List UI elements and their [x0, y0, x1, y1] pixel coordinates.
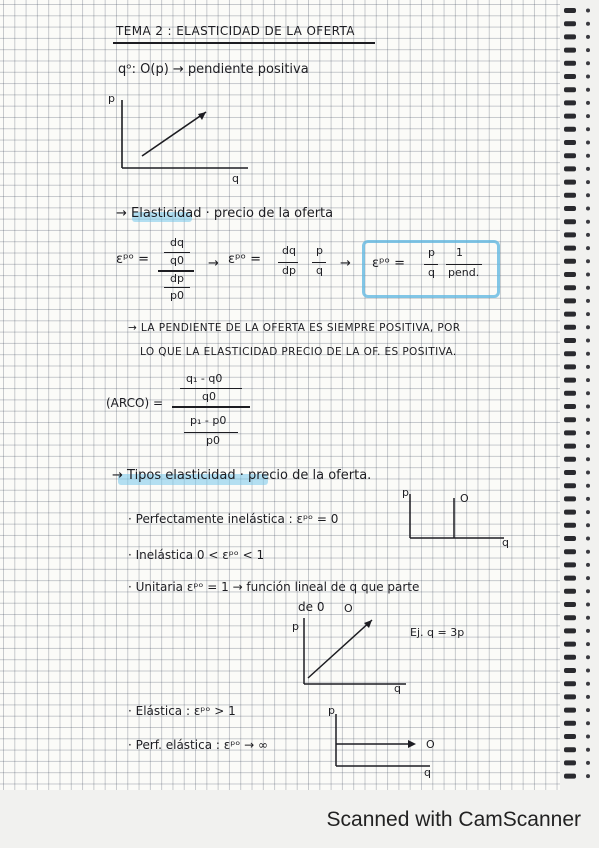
note-line-1: → LA PENDIENTE DE LA OFERTA ES SIEMPRE POSITIVA, POR: [128, 322, 461, 334]
binding-hole: [586, 405, 590, 409]
supply-formula: qᵒ: O(p) → pendiente positiva: [118, 62, 309, 77]
unitary-graph: [290, 612, 410, 702]
binding-hole: [586, 141, 590, 145]
spiral-ring: [564, 127, 576, 132]
binding-hole: [586, 273, 590, 277]
binding-hole: [586, 603, 590, 607]
unitary-curve-o: O: [344, 602, 353, 615]
binding-hole: [586, 9, 590, 13]
spiral-ring: [564, 312, 576, 317]
binding-hole: [586, 748, 590, 752]
arc-den-bar: [184, 432, 238, 433]
frac-small-bar-2: [164, 287, 190, 288]
title-underline: [113, 42, 375, 44]
binding-hole: [586, 721, 590, 725]
binding-hole: [586, 682, 590, 686]
binding-hole: [586, 735, 590, 739]
arc-label: (ARCO) =: [106, 396, 164, 410]
binding-hole: [586, 576, 590, 580]
spiral-ring: [564, 721, 576, 726]
spiral-ring: [564, 325, 576, 330]
binding-hole: [586, 589, 590, 593]
arrow-2: →: [340, 256, 351, 271]
inelastic-curve-o: O: [460, 492, 469, 505]
frac2-bar-2: [312, 262, 326, 263]
binding-hole: [586, 101, 590, 105]
binding-hole: [586, 114, 590, 118]
binding-hole: [586, 444, 590, 448]
binding-hole: [586, 550, 590, 554]
inelastic-axis-p: p: [402, 486, 409, 499]
boxed-q: q: [428, 266, 435, 279]
spiral-ring: [564, 444, 576, 449]
binding-hole: [586, 312, 590, 316]
binding-hole: [586, 629, 590, 633]
spiral-ring: [564, 246, 576, 251]
binding-hole: [586, 88, 590, 92]
spiral-ring: [564, 8, 576, 13]
frac-dp: dp: [170, 272, 184, 285]
spiral-ring: [564, 589, 576, 594]
arc-num-top: q₁ - q0: [186, 372, 223, 385]
unitary-example: Ej. q = 3p: [410, 626, 465, 639]
binding-hole: [586, 299, 590, 303]
binding-hole: [586, 339, 590, 343]
binding-hole: [586, 22, 590, 26]
supply-graph: [100, 90, 250, 190]
spiral-ring: [564, 747, 576, 752]
frac-p0: p0: [170, 289, 184, 302]
boxed-one: 1: [456, 246, 463, 259]
spiral-ring: [564, 351, 576, 356]
binding-hole: [586, 563, 590, 567]
binding-hole: [586, 325, 590, 329]
supply-axis-p: p: [108, 92, 115, 105]
spiral-binding: [562, 0, 599, 790]
frac2-q: q: [316, 264, 323, 277]
spiral-ring: [564, 34, 576, 39]
spiral-ring: [564, 470, 576, 475]
spiral-ring: [564, 417, 576, 422]
binding-hole: [586, 774, 590, 778]
binding-hole: [586, 695, 590, 699]
types-heading: → Tipos elasticidad · precio de la oferta.: [112, 468, 372, 483]
arrow-1: →: [208, 256, 219, 271]
type-inelastic: · Inelástica 0 < εᵖᵒ < 1: [128, 548, 265, 562]
note-line-2: LO QUE LA ELASTICIDAD PRECIO DE LA OF. ES POSITIVA.: [140, 346, 457, 358]
binding-hole: [586, 457, 590, 461]
binding-hole: [586, 642, 590, 646]
spiral-ring: [564, 378, 576, 383]
binding-hole: [586, 167, 590, 171]
spiral-ring: [564, 206, 576, 211]
page-title: TEMA 2 : ELASTICIDAD DE LA OFERTA: [116, 24, 355, 38]
spiral-ring: [564, 74, 576, 79]
binding-hole: [586, 708, 590, 712]
spiral-ring: [564, 219, 576, 224]
type-unitary-cont: de 0: [298, 600, 325, 614]
binding-hole: [586, 365, 590, 369]
binding-hole: [586, 127, 590, 131]
spiral-ring: [564, 510, 576, 515]
spiral-ring: [564, 166, 576, 171]
spiral-ring: [564, 285, 576, 290]
binding-hole: [586, 207, 590, 211]
boxed-bar-2: [446, 264, 482, 265]
spiral-ring: [564, 668, 576, 673]
type-elastic: · Elástica : εᵖᵒ > 1: [128, 704, 236, 718]
spiral-ring: [564, 153, 576, 158]
spiral-ring: [564, 87, 576, 92]
spiral-ring: [564, 602, 576, 607]
binding-hole: [586, 35, 590, 39]
spiral-ring: [564, 338, 576, 343]
binding-hole: [586, 510, 590, 514]
elasticity-heading: → Elasticidad · precio de la oferta: [116, 206, 334, 221]
boxed-pend: pend.: [448, 266, 480, 279]
spiral-ring: [564, 391, 576, 396]
elastic-graph: [326, 710, 436, 774]
unitary-axis-q: q: [394, 682, 401, 695]
spiral-ring: [564, 114, 576, 119]
spiral-ring: [564, 496, 576, 501]
frac-dq: dq: [170, 236, 184, 249]
binding-hole: [586, 220, 590, 224]
binding-hole: [586, 761, 590, 765]
boxed-p: p: [428, 246, 435, 259]
binding-hole: [586, 418, 590, 422]
spiral-ring: [564, 404, 576, 409]
spiral-ring: [564, 576, 576, 581]
binding-hole: [586, 193, 590, 197]
spiral-ring: [564, 61, 576, 66]
binding-hole: [586, 523, 590, 527]
spiral-ring: [564, 774, 576, 779]
spiral-ring: [564, 298, 576, 303]
arc-den-top: p₁ - p0: [190, 414, 227, 427]
frac2-dp: dp: [282, 264, 296, 277]
spiral-ring: [564, 615, 576, 620]
arc-den-bottom: p0: [206, 434, 220, 447]
spiral-ring: [564, 430, 576, 435]
binding-hole: [586, 391, 590, 395]
binding-hole: [586, 48, 590, 52]
binding-hole: [586, 180, 590, 184]
binding-hole: [586, 431, 590, 435]
binding-hole: [586, 286, 590, 290]
spiral-ring: [564, 272, 576, 277]
spiral-ring: [564, 140, 576, 145]
spiral-ring: [564, 655, 576, 660]
type-unitary: · Unitaria εᵖᵒ = 1 → función lineal de q que parte: [128, 580, 420, 594]
arc-num-bottom: q0: [202, 390, 216, 403]
inelastic-graph: [400, 488, 510, 548]
binding-hole: [586, 655, 590, 659]
binding-hole: [586, 497, 590, 501]
spiral-ring: [564, 232, 576, 237]
frac-small-bar-1: [164, 252, 190, 253]
arc-num-bar: [180, 388, 242, 389]
binding-hole: [586, 61, 590, 65]
boxed-bar-1: [424, 264, 438, 265]
supply-axis-q: q: [232, 172, 239, 185]
type-perfectly-inelastic: · Perfectamente inelástica : εᵖᵒ = 0: [128, 512, 339, 526]
elastic-curve-o: O: [426, 738, 435, 751]
ep-symbol-3: εᵖᵒ =: [372, 256, 405, 271]
spiral-ring: [564, 760, 576, 765]
spiral-ring: [564, 681, 576, 686]
binding-hole: [586, 616, 590, 620]
binding-hole: [586, 378, 590, 382]
spiral-ring: [564, 708, 576, 713]
spiral-ring: [564, 642, 576, 647]
binding-hole: [586, 484, 590, 488]
spiral-ring: [564, 628, 576, 633]
inelastic-axis-q: q: [502, 536, 509, 549]
binding-hole: [586, 246, 590, 250]
spiral-ring: [564, 483, 576, 488]
elastic-axis-q: q: [424, 766, 431, 779]
spiral-ring: [564, 193, 576, 198]
elastic-axis-p: p: [328, 704, 335, 717]
binding-hole: [586, 471, 590, 475]
binding-hole: [586, 259, 590, 263]
spiral-ring: [564, 734, 576, 739]
ep-symbol-2: εᵖᵒ =: [228, 252, 261, 267]
binding-hole: [586, 537, 590, 541]
type-perfectly-elastic: · Perf. elástica : εᵖᵒ → ∞: [128, 738, 268, 752]
spiral-ring: [564, 562, 576, 567]
binding-hole: [586, 75, 590, 79]
spiral-ring: [564, 536, 576, 541]
arc-main-bar: [172, 406, 250, 408]
ep-symbol-1: εᵖᵒ =: [116, 252, 149, 267]
binding-hole: [586, 352, 590, 356]
spiral-ring: [564, 21, 576, 26]
spiral-ring: [564, 694, 576, 699]
spiral-ring: [564, 549, 576, 554]
spiral-ring: [564, 364, 576, 369]
frac2-p: p: [316, 244, 323, 257]
spiral-ring: [564, 523, 576, 528]
binding-hole: [586, 669, 590, 673]
spiral-ring: [564, 48, 576, 53]
spiral-ring: [564, 259, 576, 264]
frac-q0: q0: [170, 254, 184, 267]
binding-hole: [586, 154, 590, 158]
frac2-dq: dq: [282, 244, 296, 257]
spiral-ring: [564, 457, 576, 462]
camscanner-watermark: Scanned with CamScanner: [326, 808, 581, 831]
spiral-ring: [564, 100, 576, 105]
binding-hole: [586, 233, 590, 237]
spiral-ring: [564, 180, 576, 185]
unitary-axis-p: p: [292, 620, 299, 633]
frac2-bar-1: [278, 262, 298, 263]
